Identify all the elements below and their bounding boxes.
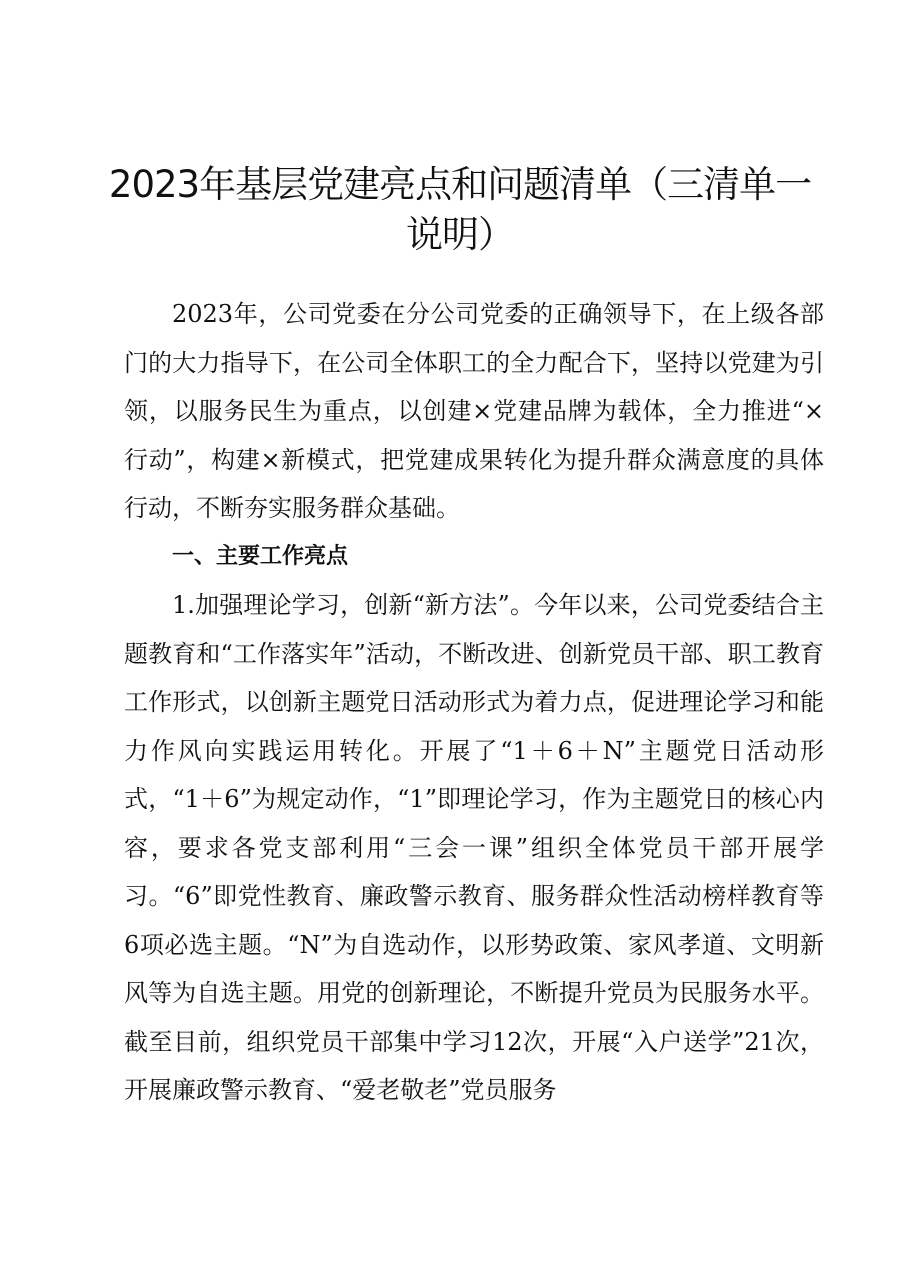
document-body	[124, 290, 824, 1115]
intro-paragraph: 2023年，公司党委在分公司党委的正确领导下，在上级各部门的大力指导下，在公司全体职工的全力配合下，坚持以党建为引领，以服务民生为重点，以创建×党建品牌为载体，全力推进“×行动”，构建×新模式，把党建成果转化为提升群众满意度的具体行动，不断夯实服务群众基础。	[124, 300, 824, 522]
section-heading-highlights: 一、主要工作亮点	[172, 543, 349, 569]
item-1-paragraph: 1.加强理论学习，创新“新方法”。今年以来，公司党委结合主题教育和“工作落实年”活动，不断改进、创新党员干部、职工教育工作形式，以创新主题党日活动形式为着力点，促进理论学习和能力作风向实践运用转化。开展了“1＋6＋N”主题党日活动形式，“1＋6”为规定动作，“1”即理论学习，作为主题党日的核心内容，要求各党支部利用“三会一课”组织全体党员干部开展学习。“6”即党性教育、廉政警示教育、服务群众性活动榜样教育等6项必选主题。“N”为自选动作，以形势政策、家风孝道、文明新风等为自选主题。用党的创新理论，不断提升党员为民服务水平。截至目前，组织党员干部集中学习12次，开展“入户送学”21次，开展廉政警示教育、“爱老敬老”党员服务	[124, 591, 824, 1104]
document-title: 2023年基层党建亮点和问题清单（三清单一说明）	[108, 163, 812, 256]
